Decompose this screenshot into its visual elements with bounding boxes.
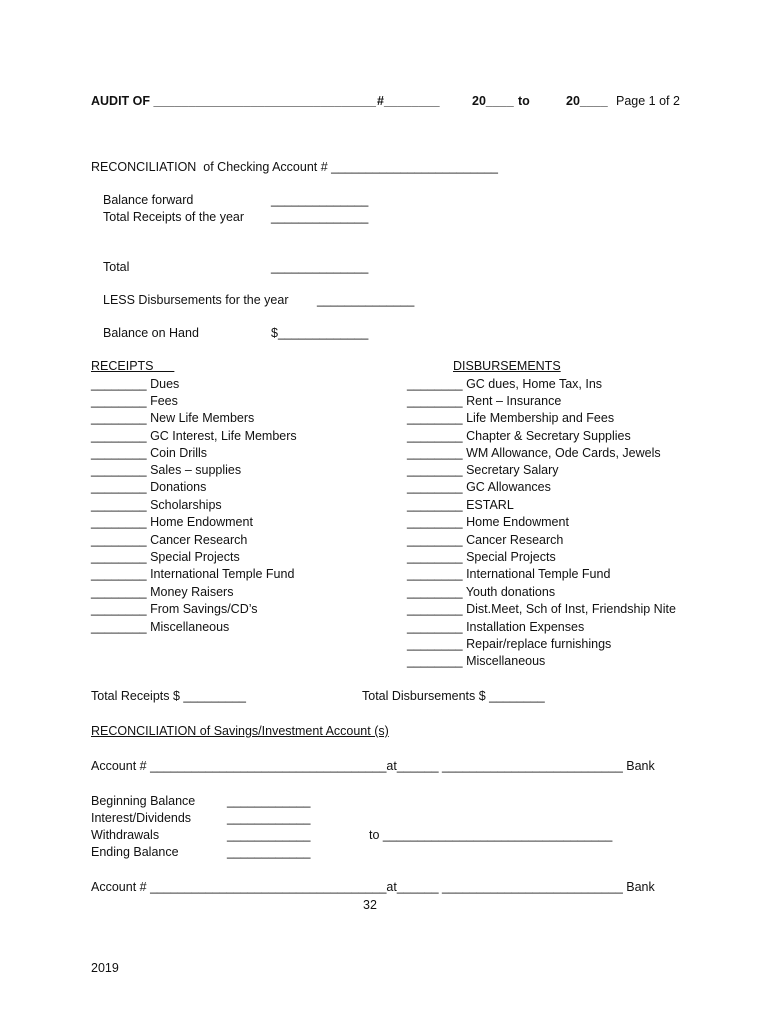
audit-number-blank: #________ xyxy=(377,94,440,108)
total-label: Total xyxy=(103,260,130,274)
to-label: to xyxy=(518,94,530,108)
disbursement-item-home-endowment: ________ Home Endowment xyxy=(407,515,569,529)
receipt-item-fees: ________ Fees xyxy=(91,394,178,408)
balance-forward-label: Balance forward xyxy=(103,193,194,207)
disbursement-item-gc-dues: ________ GC dues, Home Tax, Ins xyxy=(407,377,603,391)
balance-on-hand-blank: $_____________ xyxy=(271,326,369,340)
disbursement-item-repair-furnishings: ________ Repair/replace furnishings xyxy=(407,637,612,651)
total-blank: ______________ xyxy=(271,260,369,274)
less-disbursements-blank: ______________ xyxy=(317,293,415,307)
receipt-item-donations: ________ Donations xyxy=(91,480,207,494)
balance-forward-blank: ______________ xyxy=(271,193,369,207)
receipt-item-coin-drills: ________ Coin Drills xyxy=(91,446,208,460)
interest-dividends-label: Interest/Dividends xyxy=(91,811,192,825)
receipt-item-gc-interest: ________ GC Interest, Life Members xyxy=(91,429,297,443)
disbursement-item-rent-insurance: ________ Rent – Insurance xyxy=(407,394,562,408)
disbursement-item-installation-expenses: ________ Installation Expenses xyxy=(407,620,585,634)
audit-of-label: AUDIT OF ________________________________ xyxy=(91,94,376,108)
withdrawals-label: Withdrawals xyxy=(91,828,160,842)
beginning-balance-blank: ____________ xyxy=(227,794,311,808)
disbursement-item-youth-donations: ________ Youth donations xyxy=(407,585,556,599)
disbursements-heading: DISBURSEMENTS xyxy=(453,359,561,373)
disbursement-item-cancer-research: ________ Cancer Research xyxy=(407,533,564,547)
less-disbursements-label: LESS Disbursements for the year xyxy=(103,293,289,307)
receipt-item-from-savings: ________ From Savings/CD’s xyxy=(91,602,258,616)
disbursement-item-secretary-salary: ________ Secretary Salary xyxy=(407,463,559,477)
checking-reconciliation-title: RECONCILIATION of Checking Account # ________________________ xyxy=(91,160,498,174)
disbursement-item-estarl: ________ ESTARL xyxy=(407,498,514,512)
withdrawals-to-line: to _________________________________ xyxy=(369,828,613,842)
savings-reconciliation-title: RECONCILIATION of Savings/Investment Account (s) xyxy=(91,724,389,738)
total-receipts-line: Total Receipts $ _________ xyxy=(91,689,246,703)
balance-on-hand-label: Balance on Hand xyxy=(103,326,199,340)
beginning-balance-label: Beginning Balance xyxy=(91,794,196,808)
ending-balance-label: Ending Balance xyxy=(91,845,179,859)
receipts-heading-underline xyxy=(154,359,175,373)
savings-account-line-1: Account # __________________________________at______ __________________________ Bank xyxy=(91,759,655,773)
interest-dividends-blank: ____________ xyxy=(227,811,311,825)
total-receipts-year-blank: ______________ xyxy=(271,210,369,224)
ending-balance-blank: ____________ xyxy=(227,845,311,859)
receipt-item-cancer-research: ________ Cancer Research xyxy=(91,533,248,547)
receipt-item-new-life-members: ________ New Life Members xyxy=(91,411,255,425)
receipt-item-dues: ________ Dues xyxy=(91,377,180,391)
page-number: 32 xyxy=(363,898,377,912)
savings-account-line-2: Account # __________________________________at______ __________________________ Bank xyxy=(91,880,655,894)
receipts-heading xyxy=(91,358,174,375)
footer-year: 2019 xyxy=(91,961,119,975)
disbursement-item-international-temple-fund: ________ International Temple Fund xyxy=(407,567,611,581)
disbursement-item-chapter-supplies: ________ Chapter & Secretary Supplies xyxy=(407,429,631,443)
disbursement-item-dist-meet: ________ Dist.Meet, Sch of Inst, Friendship Nite xyxy=(407,602,676,616)
disbursement-item-gc-allowances: ________ GC Allowances xyxy=(407,480,551,494)
total-disbursements-line: Total Disbursements $ ________ xyxy=(362,689,545,703)
receipt-item-home-endowment: ________ Home Endowment xyxy=(91,515,253,529)
disbursement-item-life-membership: ________ Life Membership and Fees xyxy=(407,411,615,425)
receipt-item-scholarships: ________ Scholarships xyxy=(91,498,222,512)
total-receipts-year-label: Total Receipts of the year xyxy=(103,210,245,224)
page-of-label: Page 1 of 2 xyxy=(616,94,680,108)
receipt-item-sales-supplies: ________ Sales – supplies xyxy=(91,463,242,477)
withdrawals-blank: ____________ xyxy=(227,828,311,842)
disbursement-item-special-projects: ________ Special Projects xyxy=(407,550,556,564)
disbursement-item-wm-allowance: ________ WM Allowance, Ode Cards, Jewels xyxy=(407,446,661,460)
receipt-item-special-projects: ________ Special Projects xyxy=(91,550,240,564)
disbursement-item-miscellaneous: ________ Miscellaneous xyxy=(407,654,546,668)
year-from-blank: 20____ xyxy=(472,94,514,108)
year-to-blank: 20____ xyxy=(566,94,608,108)
receipt-item-international-temple-fund: ________ International Temple Fund xyxy=(91,567,295,581)
receipt-item-money-raisers: ________ Money Raisers xyxy=(91,585,234,599)
receipts-heading-text: RECEIPTS xyxy=(91,359,154,373)
receipt-item-miscellaneous: ________ Miscellaneous xyxy=(91,620,230,634)
